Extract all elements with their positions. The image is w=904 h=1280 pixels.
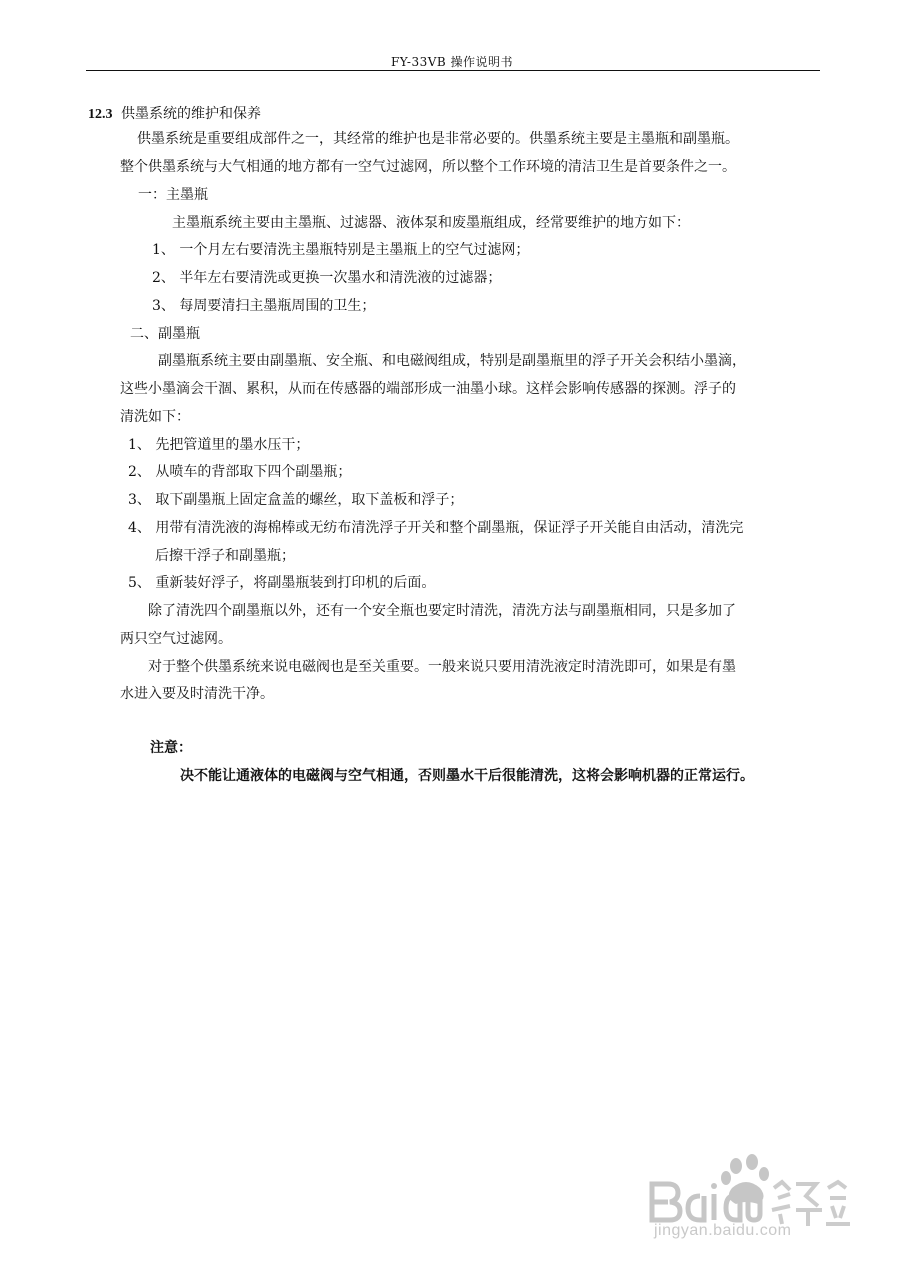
paragraph-line: 两只空气过滤网。 xyxy=(120,631,232,647)
note-text: 决不能让通液体的电磁阀与空气相通，否则墨水干后很能清洗，这将会影响机器的正常运行。 xyxy=(180,768,754,784)
section-title: 供墨系统的维护和保养 xyxy=(120,106,261,122)
paragraph-line: 主墨瓶系统主要由主墨瓶、过滤器、液体泵和废墨瓶组成，经常要维护的地方如下： xyxy=(172,215,690,231)
paragraph-line: 供墨系统是重要组成部件之一，其经常的维护也是非常必要的。供墨系统主要是主墨瓶和副墨瓶。 xyxy=(137,131,739,147)
watermark-url: jingyan.baidu.com xyxy=(654,1222,792,1239)
document-header: FY-33VB 操作说明书 xyxy=(390,55,514,69)
list-item: 5、 重新装好浮子，将副墨瓶装到打印机的后面。 xyxy=(128,575,436,591)
list-item: 1、 一个月左右要清洗主墨瓶特别是主墨瓶上的空气过滤网； xyxy=(152,242,530,258)
paragraph-line: 这些小墨滴会干涸、累积，从而在传感器的端部形成一油墨小球。这样会影响传感器的探测。浮子的 xyxy=(120,381,736,397)
list-item: 4、 用带有清洗液的海棉棒或无纺布清洗浮子开关和整个副墨瓶，保证浮子开关能自由活动，清洗完 xyxy=(128,520,744,536)
section-number: 12.3 xyxy=(88,107,113,122)
header-divider xyxy=(86,70,820,71)
section-heading xyxy=(88,105,261,124)
baidu-jingyan-watermark xyxy=(640,1148,870,1268)
list-item: 2、 从喷车的背部取下四个副墨瓶； xyxy=(128,464,352,480)
paragraph-line: 整个供墨系统与大气相通的地方都有一空气过滤网，所以整个工作环境的清洁卫生是首要条件之一。 xyxy=(120,159,736,175)
paragraph-line: 副墨瓶系统主要由副墨瓶、安全瓶、和电磁阀组成，特别是副墨瓶里的浮子开关会积结小墨滴， xyxy=(158,353,746,369)
paragraph-line: 除了清洗四个副墨瓶以外，还有一个安全瓶也要定时清洗，清洗方法与副墨瓶相同，只是多加了 xyxy=(148,603,736,619)
list-item: 1、 先把管道里的墨水压干； xyxy=(128,437,310,453)
paragraph-line: 对于整个供墨系统来说电磁阀也是至关重要。一般来说只要用清洗液定时清洗即可，如果是有墨 xyxy=(148,659,736,675)
list-item: 3、 取下副墨瓶上固定盒盖的螺丝，取下盖板和浮子； xyxy=(128,492,464,508)
paragraph-line: 清洗如下： xyxy=(120,409,190,425)
subsection-heading: 二、副墨瓶 xyxy=(130,326,200,342)
list-item: 3、 每周要清扫主墨瓶周围的卫生； xyxy=(152,298,376,314)
list-item-continuation: 后擦干浮子和副墨瓶； xyxy=(155,548,295,564)
paragraph-line: 水进入要及时清洗干净。 xyxy=(120,686,274,702)
subsection-heading: 一：主墨瓶 xyxy=(138,187,208,203)
list-item: 2、 半年左右要清洗或更换一次墨水和清洗液的过滤器； xyxy=(152,270,502,286)
note-label: 注意： xyxy=(150,740,192,756)
